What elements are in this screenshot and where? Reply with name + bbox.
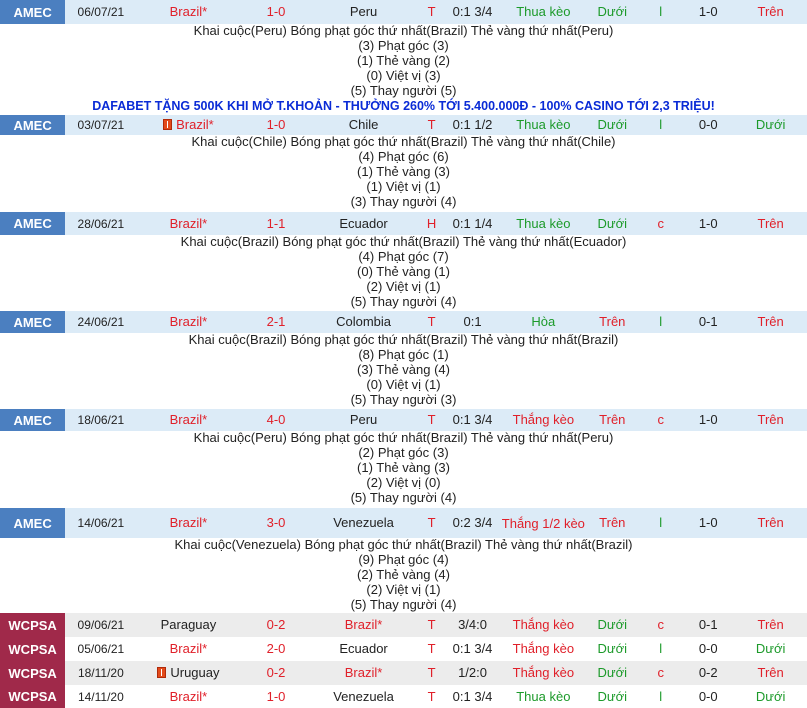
match-row[interactable]	[0, 637, 807, 661]
match-score: 2-1	[266, 314, 286, 329]
odd-even: c	[657, 215, 664, 231]
match-stat-line: (5) Thay người (5)	[350, 83, 457, 98]
half-time-score: 0-1	[698, 617, 718, 632]
away-team: Chile	[348, 117, 379, 132]
over-under: Dưới	[597, 641, 628, 656]
match-events-summary: Khai cuộc(Peru) Bóng phạt góc thứ nhất(Brazil) Thẻ vàng thứ nhất(Peru)	[193, 430, 614, 445]
match-stat-line: (0) Việt vị (1)	[366, 377, 441, 392]
ou-result: Trên	[757, 4, 784, 19]
red-card-icon	[157, 667, 166, 678]
match-row[interactable]	[0, 508, 807, 538]
match-stat-line: (3) Thẻ vàng (4)	[357, 362, 450, 377]
promo-banner[interactable]: DAFABET TẶNG 500K KHI MỞ T.KHOẢN - THƯỞNG 260% TỚI 5.400.000Đ - 100% CASINO TỚI 2,3 TRIỆU!	[0, 97, 807, 115]
match-stat-line: (1) Thẻ vàng (2)	[357, 53, 450, 68]
match-date: 03/07/21	[77, 118, 125, 132]
away-team: Colombia	[336, 314, 392, 329]
match-date: 24/06/21	[77, 315, 125, 329]
match-stat-line: (3) Phạt góc (3)	[358, 38, 449, 53]
odd-even: l	[659, 4, 663, 19]
ou-result: Dưới	[755, 641, 786, 656]
league-badge[interactable]: AMEC	[0, 311, 65, 333]
match-stat-line: (9) Phạt góc (4)	[358, 552, 449, 567]
home-team: Brazil*	[169, 515, 208, 530]
match-stat-line: (2) Thẻ vàng (4)	[357, 567, 450, 582]
ou-result: Trên	[757, 215, 784, 231]
league-badge[interactable]: WCPSA	[0, 637, 65, 661]
over-under: Dưới	[597, 215, 628, 231]
handicap-side: T	[427, 515, 436, 530]
match-row[interactable]	[0, 0, 807, 24]
handicap-result: Thua kèo	[516, 4, 571, 19]
match-date: 09/06/21	[77, 618, 125, 632]
match-stat-line: (2) Phạt góc (3)	[358, 445, 449, 460]
handicap-result: Thua kèo	[516, 215, 571, 231]
match-events-summary: Khai cuộc(Brazil) Bóng phạt góc thứ nhất(Brazil) Thẻ vàng thứ nhất(Brazil)	[188, 332, 619, 347]
match-row[interactable]	[0, 311, 807, 333]
match-date: 06/07/21	[77, 5, 125, 19]
half-time-score: 0-1	[698, 314, 718, 329]
match-row[interactable]	[0, 613, 807, 637]
ou-result: Trên	[757, 515, 784, 530]
match-score: 0-2	[266, 665, 286, 680]
handicap-odds: 0:1	[463, 314, 482, 329]
odd-even: l	[659, 515, 663, 530]
home-team: Brazil*	[169, 412, 208, 427]
over-under: Dưới	[597, 117, 628, 132]
match-row[interactable]	[0, 661, 807, 685]
ou-result: Trên	[757, 412, 784, 427]
match-stat-line: (0) Việt vị (3)	[366, 68, 441, 83]
match-stat-line: (0) Thẻ vàng (1)	[357, 264, 450, 279]
league-badge[interactable]: AMEC	[0, 0, 65, 24]
handicap-side: T	[427, 117, 436, 132]
match-date: 14/11/20	[77, 689, 124, 704]
ou-result: Trên	[757, 617, 784, 632]
away-team: Peru	[349, 4, 378, 19]
match-row[interactable]	[0, 685, 807, 708]
match-score: 3-0	[266, 515, 286, 530]
handicap-side: T	[427, 617, 436, 632]
league-badge[interactable]: WCPSA	[0, 685, 65, 708]
odd-even: l	[659, 314, 663, 329]
match-events-summary: Khai cuộc(Venezuela) Bóng phạt góc thứ nhất(Brazil) Thẻ vàng thứ nhất(Brazil)	[174, 537, 633, 552]
half-time-score: 0-0	[698, 641, 718, 656]
half-time-score: 1-0	[698, 215, 718, 231]
match-events-summary: Khai cuộc(Peru) Bóng phạt góc thứ nhất(Brazil) Thẻ vàng thứ nhất(Peru)	[193, 23, 614, 38]
handicap-odds: 0:1 1/4	[452, 215, 493, 231]
match-score: 2-0	[266, 641, 286, 656]
over-under: Dưới	[597, 688, 628, 704]
match-score: 1-1	[266, 215, 286, 231]
odd-even: c	[657, 412, 664, 427]
handicap-odds: 0:1 3/4	[452, 412, 493, 427]
over-under: Trên	[599, 515, 626, 530]
away-team: Brazil*	[344, 617, 383, 632]
match-date: 14/06/21	[77, 516, 125, 530]
away-team: Brazil*	[344, 665, 383, 680]
match-stat-line: (1) Việt vị (1)	[366, 179, 441, 194]
match-score: 1-0	[266, 4, 286, 19]
handicap-odds: 1/2:0	[458, 665, 487, 680]
half-time-score: 1-0	[698, 4, 718, 19]
match-date: 05/06/21	[77, 642, 125, 656]
over-under: Dưới	[597, 617, 628, 632]
handicap-result: Thua kèo	[516, 117, 571, 132]
match-row[interactable]	[0, 409, 807, 431]
match-stat-line: (1) Thẻ vàng (3)	[357, 164, 450, 179]
handicap-result: Thắng kèo	[512, 665, 575, 680]
handicap-odds: 0:1 1/2	[452, 117, 493, 132]
handicap-odds: 0:1 3/4	[452, 4, 493, 19]
match-stat-line: (2) Việt vị (1)	[366, 279, 441, 294]
over-under: Trên	[599, 412, 626, 427]
handicap-odds: 0:2 3/4	[452, 515, 493, 530]
over-under: Dưới	[597, 665, 628, 680]
match-score: 0-2	[266, 617, 286, 632]
match-row[interactable]	[0, 212, 807, 235]
handicap-result: Thua kèo	[516, 688, 571, 704]
half-time-score: 1-0	[698, 412, 718, 427]
match-stat-line: (2) Việt vị (0)	[366, 475, 441, 490]
away-team: Venezuela	[333, 688, 394, 704]
away-team: Peru	[349, 412, 378, 427]
odd-even: l	[659, 641, 663, 656]
away-team: Ecuador	[339, 641, 388, 656]
handicap-side: T	[427, 412, 436, 427]
match-stat-line: (3) Thay người (4)	[350, 194, 457, 209]
match-score: 4-0	[266, 412, 286, 427]
match-stat-line: (2) Việt vị (1)	[366, 582, 441, 597]
league-badge[interactable]: WCPSA	[0, 661, 65, 685]
match-stat-line: (5) Thay người (3)	[350, 392, 457, 407]
match-stat-line: (4) Phạt góc (6)	[358, 149, 449, 164]
odd-even: c	[657, 665, 664, 680]
match-stat-line: (5) Thay người (4)	[350, 597, 457, 612]
home-team: Brazil*	[169, 4, 208, 19]
home-team: Paraguay	[160, 617, 217, 632]
odd-even: l	[659, 117, 663, 132]
match-stat-line: (5) Thay người (4)	[350, 294, 457, 309]
over-under: Dưới	[597, 4, 628, 19]
match-score: 1-0	[266, 688, 286, 704]
handicap-side: H	[426, 215, 437, 231]
half-time-score: 1-0	[698, 515, 718, 530]
handicap-odds: 3/4:0	[458, 617, 487, 632]
red-card-icon	[163, 119, 172, 130]
home-team: Brazil*	[169, 641, 208, 656]
home-team: Brazil*	[133, 118, 245, 132]
match-date: 18/11/20	[77, 666, 124, 680]
match-events-summary: Khai cuộc(Chile) Bóng phạt góc thứ nhất(Brazil) Thẻ vàng thứ nhất(Chile)	[191, 134, 616, 149]
match-stat-line: (8) Phạt góc (1)	[358, 347, 449, 362]
match-stat-line: (5) Thay người (4)	[350, 490, 457, 505]
match-stat-line: (4) Phạt góc (7)	[358, 249, 449, 264]
match-stat-line: (1) Thẻ vàng (3)	[357, 460, 450, 475]
handicap-odds: 0:1 3/4	[452, 641, 493, 656]
handicap-result: Thắng kèo	[512, 412, 575, 427]
half-time-score: 0-2	[698, 665, 718, 680]
league-badge[interactable]: WCPSA	[0, 613, 65, 637]
handicap-result: Hòa	[531, 314, 556, 329]
match-date: 28/06/21	[77, 216, 125, 231]
league-badge[interactable]: AMEC	[0, 508, 65, 538]
handicap-side: T	[427, 665, 436, 680]
ou-result: Trên	[757, 665, 784, 680]
home-team: Brazil*	[169, 215, 208, 231]
half-time-score: 0-0	[698, 688, 718, 704]
ou-result: Dưới	[755, 117, 786, 132]
handicap-side: T	[427, 314, 436, 329]
home-team: Brazil*	[169, 688, 208, 704]
handicap-side: T	[427, 641, 436, 656]
handicap-side: T	[427, 4, 436, 19]
ou-result: Dưới	[755, 688, 786, 704]
handicap-result: Thắng 1/2 kèo	[501, 515, 585, 531]
match-date: 18/06/21	[77, 413, 125, 427]
handicap-result: Thắng kèo	[512, 617, 575, 632]
handicap-odds: 0:1 3/4	[452, 688, 493, 704]
away-team: Ecuador	[339, 215, 388, 231]
odd-even: c	[657, 617, 664, 632]
match-row[interactable]	[0, 115, 807, 135]
match-events-summary: Khai cuộc(Brazil) Bóng phạt góc thứ nhất(Brazil) Thẻ vàng thứ nhất(Ecuador)	[180, 234, 627, 249]
match-score: 1-0	[266, 117, 286, 132]
league-badge[interactable]: AMEC	[0, 212, 65, 235]
league-badge[interactable]: AMEC	[0, 115, 65, 135]
home-team: Brazil*	[169, 314, 208, 329]
league-badge[interactable]: AMEC	[0, 409, 65, 431]
home-team: Uruguay	[133, 666, 245, 680]
ou-result: Trên	[757, 314, 784, 329]
handicap-result: Thắng kèo	[512, 641, 575, 656]
away-team: Venezuela	[333, 515, 394, 530]
over-under: Trên	[599, 314, 626, 329]
odd-even: l	[659, 688, 663, 704]
half-time-score: 0-0	[698, 117, 718, 132]
handicap-side: T	[427, 688, 436, 704]
